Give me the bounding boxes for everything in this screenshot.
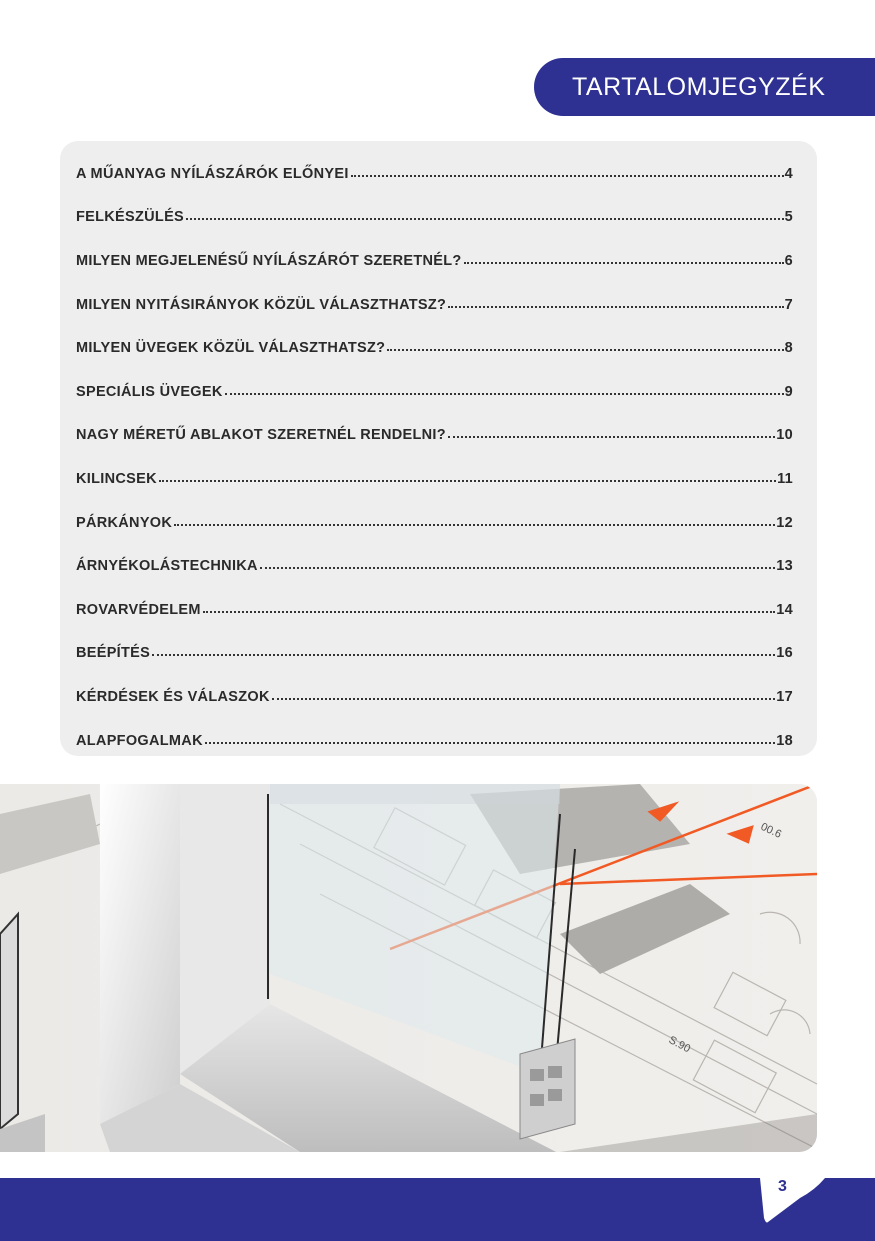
toc-leader-dots [464, 261, 784, 264]
toc-item-page: 14 [776, 602, 793, 618]
window-profile-illustration [0, 784, 817, 1152]
toc-item[interactable] [76, 725, 793, 749]
toc-item[interactable] [76, 637, 793, 661]
toc-item[interactable] [76, 681, 793, 705]
toc-item-label: ALAPFOGALMAK [76, 733, 203, 749]
toc-item-label: A MŰANYAG NYÍLÁSZÁRÓK ELŐNYEI [76, 166, 349, 182]
toc-leader-dots [203, 610, 776, 613]
toc-item-page: 10 [776, 427, 793, 443]
toc-item-page: 7 [784, 297, 793, 313]
toc-leader-dots [152, 653, 775, 656]
section-title-tab [534, 58, 875, 116]
table-of-contents [60, 141, 817, 756]
toc-item-page: 8 [784, 340, 793, 356]
toc-item[interactable] [76, 550, 793, 574]
toc-item-label: ROVARVÉDELEM [76, 602, 201, 618]
toc-leader-dots [448, 305, 783, 308]
toc-item[interactable] [76, 594, 793, 618]
toc-item-label: SPECIÁLIS ÜVEGEK [76, 384, 223, 400]
toc-leader-dots [174, 523, 775, 526]
toc-leader-dots [272, 697, 776, 700]
toc-item-page: 16 [776, 645, 793, 661]
dimension-label: 00.6 [758, 820, 784, 841]
toc-item-label: MILYEN MEGJELENÉSŰ NYÍLÁSZÁRÓT SZERETNÉL? [76, 253, 462, 269]
toc-item-page: 12 [776, 515, 793, 531]
toc-item[interactable] [76, 158, 793, 182]
window-profile-photo [0, 784, 817, 1152]
toc-item[interactable] [76, 507, 793, 531]
toc-item-label: NAGY MÉRETŰ ABLAKOT SZERETNÉL RENDELNI? [76, 427, 446, 443]
toc-leader-dots [448, 435, 775, 438]
toc-item-label: MILYEN ÜVEGEK KÖZÜL VÁLASZTHATSZ? [76, 340, 386, 356]
dimension-label: S.90 [666, 1034, 693, 1056]
toc-item[interactable] [76, 201, 793, 225]
toc-item-page: 13 [776, 558, 793, 574]
toc-item-page: 18 [776, 733, 793, 749]
toc-item[interactable] [76, 419, 793, 443]
footer-band [0, 1178, 875, 1241]
page-title: TARTALOMJEGYZÉK [572, 73, 826, 101]
toc-item-label: KILINCSEK [76, 471, 157, 487]
page-number: 3 [778, 1178, 787, 1195]
toc-leader-dots [186, 217, 784, 220]
toc-leader-dots [205, 741, 775, 744]
toc-leader-dots [351, 174, 784, 177]
toc-item[interactable] [76, 245, 793, 269]
toc-leader-dots [260, 566, 775, 569]
toc-item-page: 5 [784, 209, 793, 225]
toc-item-label: ÁRNYÉKOLÁSTECHNIKA [76, 558, 258, 574]
page-corner-tab [0, 1178, 875, 1241]
toc-item-label: PÁRKÁNYOK [76, 515, 173, 531]
toc-item-page: 4 [784, 166, 793, 182]
toc-item-label: MILYEN NYITÁSIRÁNYOK KÖZÜL VÁLASZTHATSZ? [76, 297, 447, 313]
toc-item-page: 11 [777, 471, 793, 487]
toc-item[interactable] [76, 463, 793, 487]
toc-item[interactable] [76, 332, 793, 356]
toc-item-page: 9 [784, 384, 793, 400]
toc-leader-dots [159, 479, 776, 482]
toc-item[interactable] [76, 289, 793, 313]
toc-item-page: 17 [776, 689, 793, 705]
toc-leader-dots [387, 348, 783, 351]
toc-item[interactable] [76, 376, 793, 400]
toc-leader-dots [225, 392, 784, 395]
toc-item-label: KÉRDÉSEK ÉS VÁLASZOK [76, 689, 270, 705]
toc-item-page: 6 [784, 253, 793, 269]
toc-item-label: FELKÉSZÜLÉS [76, 209, 185, 225]
toc-item-label: BEÉPÍTÉS [76, 645, 151, 661]
